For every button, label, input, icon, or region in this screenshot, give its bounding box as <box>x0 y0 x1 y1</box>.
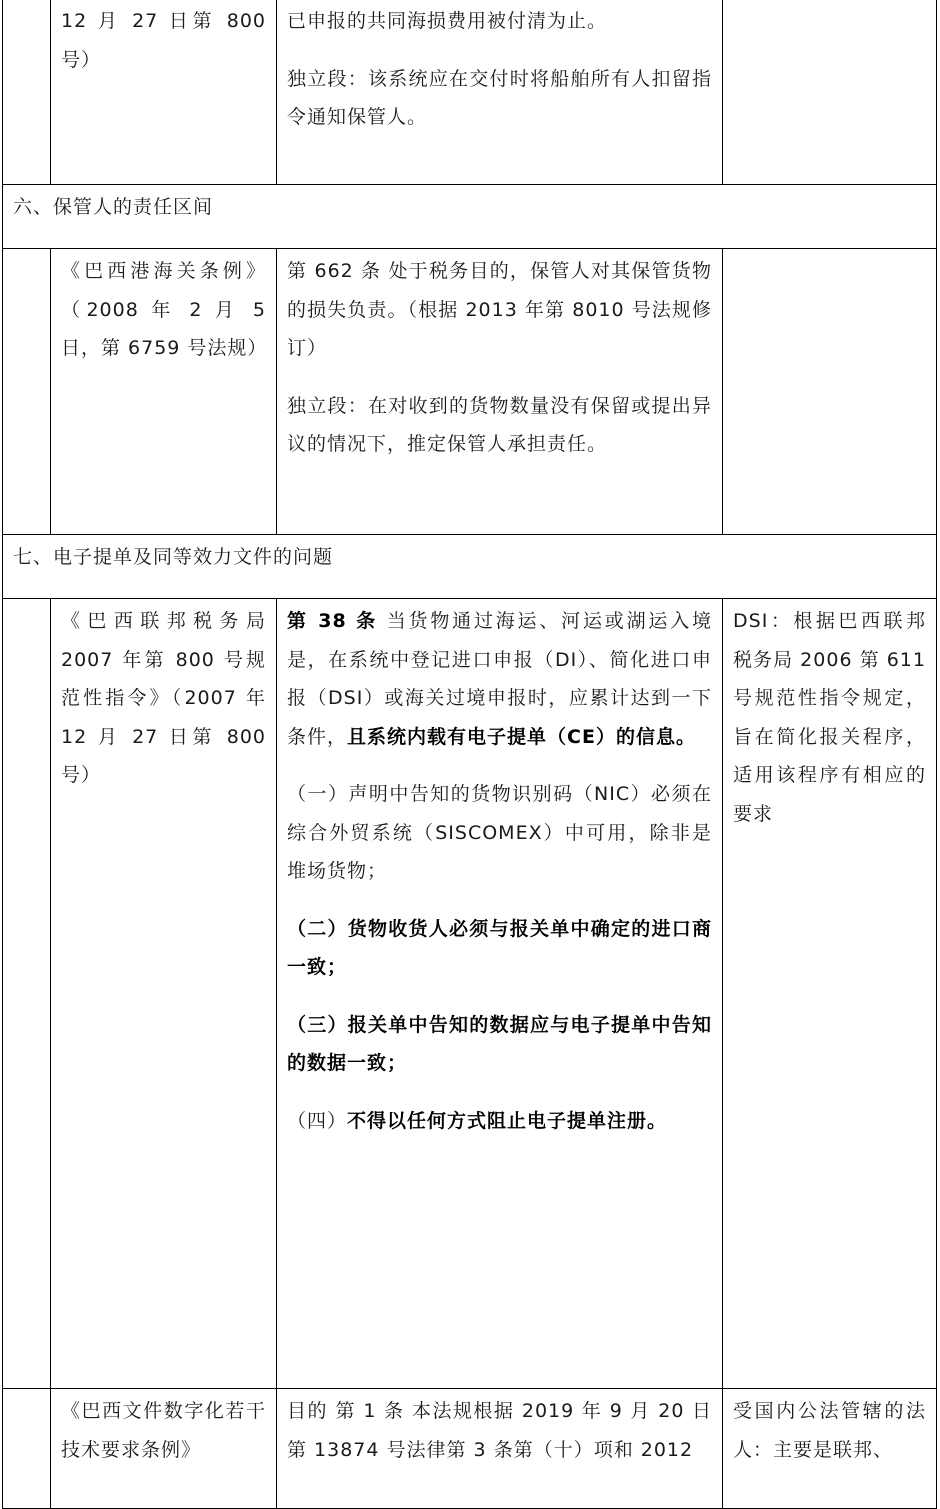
section-heading-cell <box>3 535 937 599</box>
article-label: 第 38 条 <box>287 610 378 632</box>
list-item: （一）声明中告知的货物识别码（NIC）必须在综合外贸系统（SISCOMEX）中可用，除非是堆场货物； <box>287 783 712 882</box>
section-heading-row <box>3 185 937 249</box>
source-text: 12 月 27 日第 800 号） <box>61 10 266 71</box>
note-text: 受国内公法管辖的法人：主要是联邦、 <box>733 1400 926 1461</box>
item-text: 不得以任何方式阻止电子提单注册。 <box>347 1109 668 1132</box>
source-cell <box>51 1389 277 1509</box>
source-text: 《巴西港海关条例》（2008 年 2 月 5 日，第 6759 号法规） <box>61 260 268 359</box>
note-cell <box>723 0 937 185</box>
source-text: 《巴西联邦税务局 2007 年第 800 号规范性指令》（2007 年 12 月 27 日第 800 号） <box>61 610 266 786</box>
note-cell <box>723 249 937 535</box>
note-cell <box>723 1389 937 1509</box>
note-text: DSI：根据巴西联邦税务局 2006 第 611 号规范性指令规定，旨在简化报关程序，适用该程序有相应的要求 <box>733 610 926 825</box>
index-cell <box>3 1389 51 1509</box>
item-text: （二）货物收货人必须与报关单中确定的进口商一致； <box>287 917 712 978</box>
index-cell <box>3 249 51 535</box>
paragraph: 独立段：该系统应在交付时将船舶所有人扣留指令通知保管人。 <box>287 67 712 128</box>
table-row <box>3 1389 937 1509</box>
paragraph: 目的 第 1 条 本法规根据 2019 年 9 月 20 日第 13874 号法律第 3 条第（十）项和 2012 <box>287 1400 712 1461</box>
table-row <box>3 249 937 535</box>
section-heading-row <box>3 535 937 599</box>
regulation-table <box>2 0 937 1509</box>
note-cell <box>723 599 937 1389</box>
paragraph: 独立段：在对收到的货物数量没有保留或提出异议的情况下，推定保管人承担责任。 <box>287 394 712 455</box>
paragraph: 已申报的共同海损费用被付清为止。 <box>287 10 608 32</box>
item-text: （三）报关单中告知的数据应与电子提单中告知的数据一致； <box>287 1013 712 1074</box>
list-item <box>287 910 712 987</box>
paragraph: 第 662 条 处于税务目的，保管人对其保管货物的损失负责。（根据 2013 年第 8010 号法规修订） <box>287 260 712 359</box>
source-text: 《巴西文件数字化若干技术要求条例》 <box>61 1400 266 1461</box>
source-cell <box>51 0 277 185</box>
content-cell <box>277 249 723 535</box>
item-prefix: （四） <box>287 1109 348 1132</box>
source-cell <box>51 599 277 1389</box>
content-cell <box>277 0 723 185</box>
table-row <box>3 599 937 1389</box>
list-item <box>287 1006 712 1083</box>
section-heading-cell <box>3 185 937 249</box>
content-cell <box>277 599 723 1389</box>
content-cell <box>277 1389 723 1509</box>
index-cell <box>3 599 51 1389</box>
article-38 <box>287 602 712 756</box>
table-row <box>3 0 937 185</box>
source-cell <box>51 249 277 535</box>
article-emphasis: 且系统内载有电子提单（CE）的信息。 <box>347 725 696 748</box>
section-title: 六、保管人的责任区间 <box>13 196 214 218</box>
section-title: 七、电子提单及同等效力文件的问题 <box>13 546 334 568</box>
list-item <box>287 1102 712 1141</box>
index-cell <box>3 0 51 185</box>
article-text: 当货物通过海运、河运或湖运入境是，在系统中登记进口申报（DI）、简化进口申报（DSI）或海关过境申报时，应累计达到一下条件， <box>287 610 712 748</box>
